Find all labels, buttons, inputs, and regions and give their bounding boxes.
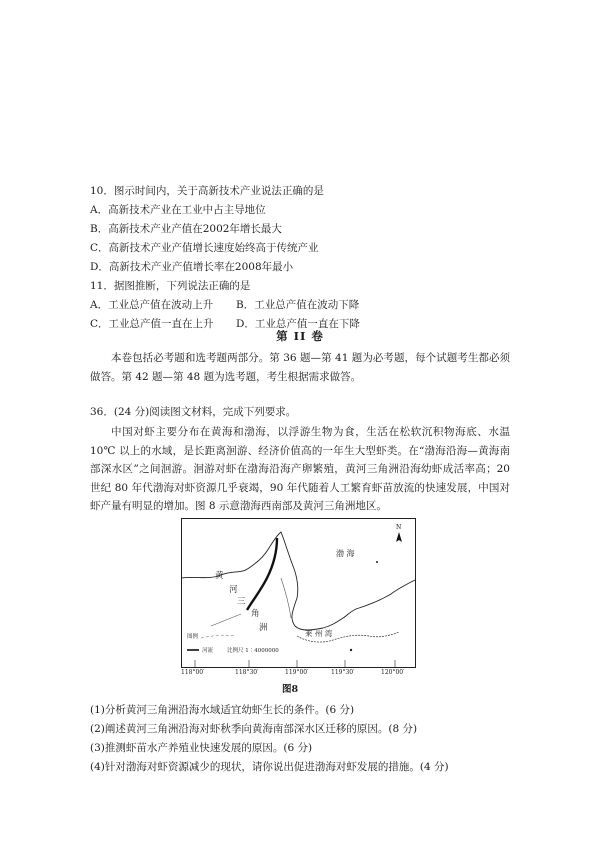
subquestion-1: (1)分析黄河三角洲沿海水域适宜幼虾生长的条件。(6 分)	[90, 704, 355, 716]
delta-label-char: 三	[237, 597, 246, 607]
lon-label: 119°30′	[331, 669, 355, 676]
question-11-options-row-1	[90, 297, 510, 313]
question-10-option-b: B．高新技术产业产值在2002年增长最大	[90, 223, 282, 235]
scale-label: 比例尺 1∶4000000	[227, 648, 279, 654]
legend-title: 图例	[187, 634, 199, 640]
question-36-passage	[90, 423, 510, 516]
bay-label: 莱 州 湾	[305, 629, 333, 638]
question-10-stem: 10．图示时间内，关于高新技术产业说法正确的是	[90, 185, 324, 197]
question-11-option-c: C．工业总产值一直在上升	[90, 318, 214, 330]
question-11-option-a: A．工业总产值在波动上升	[90, 299, 214, 311]
island	[376, 561, 378, 563]
question-10-option-a: A．高新技术产业在工业中占主导地位	[90, 204, 266, 216]
section-intro-text: 本卷包括必考题和选考题两部分。第 36 题—第 41 题为必考题，每个试题考生都必须做答。第 42 题—第 48 题为选考题，考生根据需求做答。	[90, 352, 510, 383]
question-11-option-d: D．工业总产值一直在下降	[236, 318, 360, 330]
question-11-option-b: B．工业总产值在波动下降	[236, 299, 360, 311]
delta-label-char: 河	[229, 585, 238, 595]
north-label: N	[396, 524, 402, 531]
sea-label: 渤 海	[336, 549, 355, 558]
question-10-option-c: C．高新技术产业产值增长速度始终高于传统产业	[90, 242, 319, 254]
section-intro	[90, 349, 510, 386]
section-title: 第 II 卷	[276, 329, 324, 343]
question-10-option-d: D．高新技术产业产值增长率在2008年最小	[90, 261, 294, 273]
lon-label: 118°00′	[181, 669, 205, 676]
subquestion-4: (4)针对渤海对虾资源减少的现状，请你说出促进渤海对虾发展的措施。(4 分)	[90, 761, 449, 773]
bohai-map	[181, 518, 416, 668]
lon-label: 119°00′	[285, 669, 309, 676]
map-frame	[182, 519, 416, 668]
question-11-stem: 11．据图推断，下列说法正确的是	[90, 280, 251, 292]
lon-label: 118°30′	[235, 669, 259, 676]
legend-river-label: 河流	[202, 648, 214, 654]
subquestion-3: (3)推测虾苗水产养殖业快速发展的原因。(6 分)	[90, 742, 313, 754]
subquestion-2: (2)阐述黄河三角洲沿海对虾秋季向黄海南部深水区迁移的原因。(8 分)	[90, 723, 418, 735]
delta-label-char: 洲	[259, 623, 268, 633]
delta-label-char: 黄	[215, 571, 224, 581]
island	[350, 649, 352, 651]
delta-label-char: 角	[251, 609, 260, 619]
lon-labels	[181, 669, 416, 679]
map-caption: 图8	[282, 684, 299, 695]
question-36-passage-text: 中国对虾主要分布在黄海和渤海，以浮游生物为食，生活在松软沉积物海底、水温 10℃ 以上的水域，是长距离洄游、经济价值高的一年生大型虾类。在“渤海沿海—黄海南部深水区”之间洄游。洄游对虾在渤海沿海产卵繁殖，黄河三角洲沿海幼虾成活率高；20 世纪 80 年代渤海对虾资源几乎衰竭，90 年代随着人工繁育虾苗放流的快速发展，中国对虾产量有明显的增加。图 8 示意渤海西南部及黄河三角洲地区。	[90, 426, 510, 512]
lon-label: 120°00′	[381, 669, 405, 676]
question-36-header: 36．(24 分)阅读图文材料，完成下列要求。	[90, 406, 297, 418]
